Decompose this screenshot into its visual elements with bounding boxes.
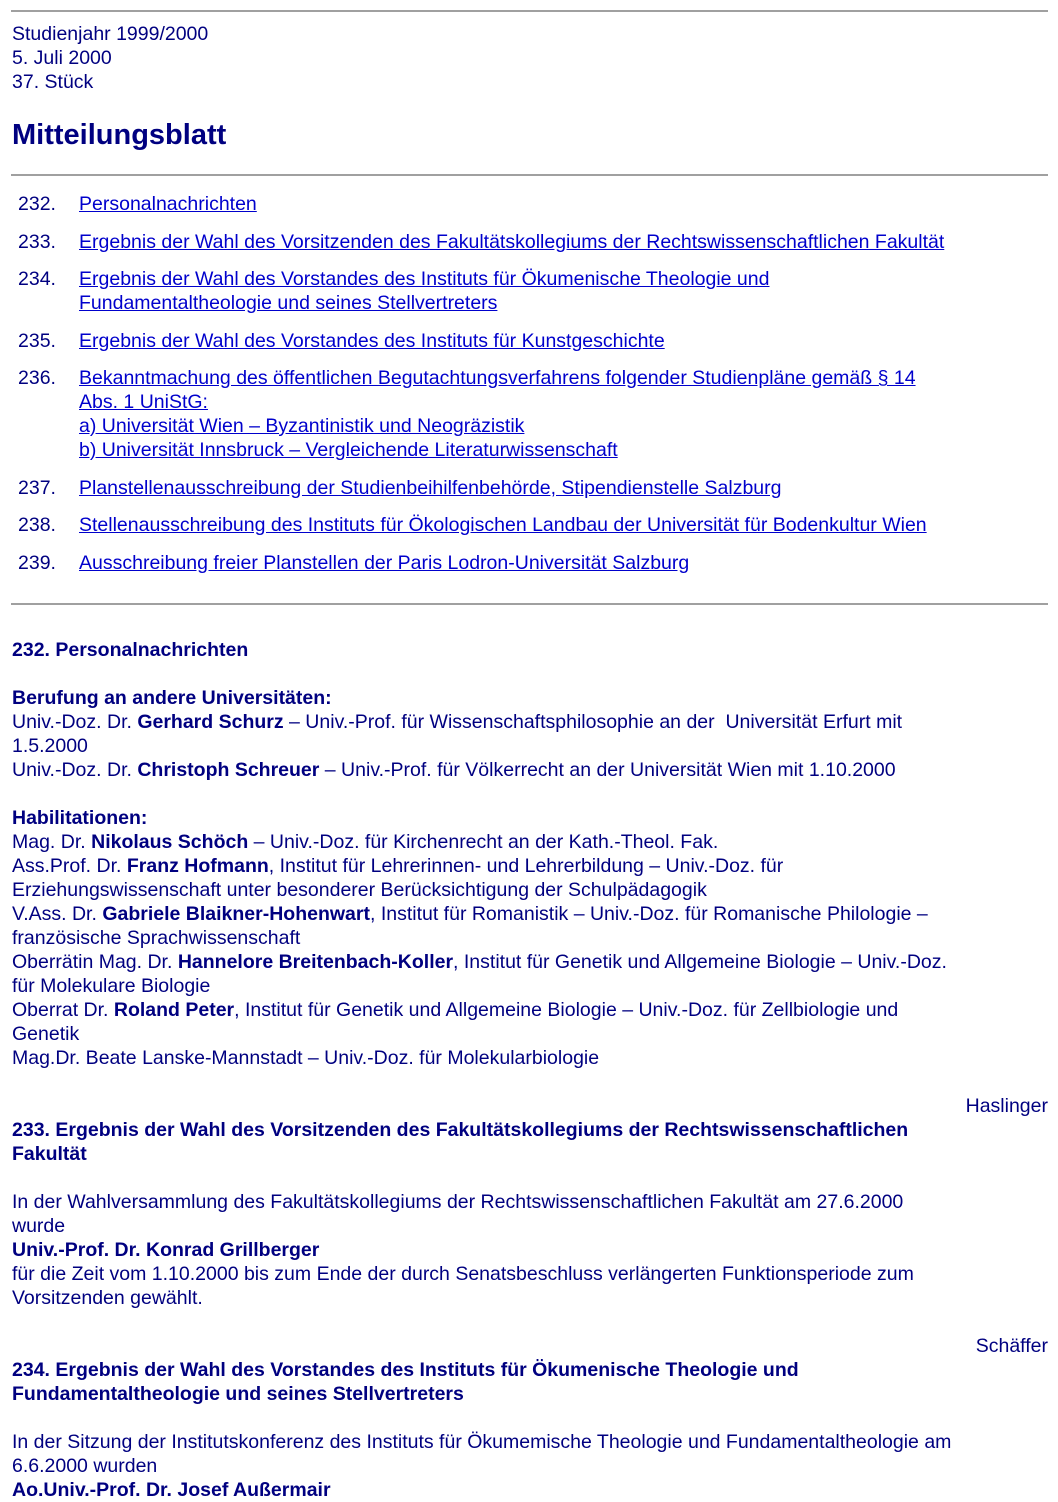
toc-link-line[interactable]: Fundamentaltheologie und seines Stellvertreters: [79, 292, 498, 314]
toc-link-line[interactable]: Personalnachrichten: [79, 193, 257, 215]
document-body: [12, 638, 1048, 1502]
toc-item: [18, 329, 1038, 353]
person-detail: – Univ.-Prof. für Völkerrecht an der Universität Wien mit 1.10.2000: [319, 759, 896, 781]
person-detail: – Univ.-Prof. für Wissenschaftsphilosophie an der Universität Erfurt mit: [283, 711, 903, 733]
section-233-title-line2: Fakultät: [12, 1143, 87, 1165]
toc-item: [18, 476, 1038, 500]
toc-item-link[interactable]: [79, 230, 944, 254]
person-entry: [12, 998, 1048, 1022]
toc-item-number: 233.: [18, 230, 56, 253]
toc-item: [18, 551, 1038, 575]
person-detail-continued: Erziehungswissenschaft unter besonderer Berücksichtigung der Schulpädagogik: [12, 879, 707, 901]
person-detail: , Institut für Lehrerinnen- und Lehrerbildung – Univ.-Doz. für: [268, 855, 784, 877]
person-title: Ass.Prof. Dr.: [12, 855, 127, 877]
paragraph-line: wurde: [12, 1215, 66, 1237]
toc-link-line[interactable]: Ausschreibung freier Planstellen der Paris Lodron-Universität Salzburg: [79, 551, 690, 574]
person-title: Univ.-Doz. Dr.: [12, 711, 138, 733]
toc-divider-top: [11, 174, 1048, 176]
elected-person: Univ.-Prof. Dr. Konrad Grillberger: [12, 1239, 320, 1261]
toc-item: [18, 192, 1038, 216]
toc-item-link[interactable]: [79, 366, 916, 462]
person-detail: , Institut für Genetik und Allgemeine Biologie – Univ.-Doz.: [453, 951, 947, 973]
person-entry: [12, 902, 1048, 926]
person-name: Gabriele Blaikner-Hohenwart: [102, 903, 370, 925]
person-name: Franz Hofmann: [126, 855, 269, 877]
toc-item: [18, 513, 1038, 537]
toc-divider-bottom: [11, 603, 1048, 605]
toc-item-number: 239.: [18, 551, 56, 574]
issue-number: 37. Stück: [12, 71, 94, 93]
section-232-title: 232. Personalnachrichten: [12, 639, 249, 661]
person-detail: – Univ.-Doz. für Kirchenrecht an der Kath.-Theol. Fak.: [248, 831, 719, 853]
person-name: Nikolaus Schöch: [91, 831, 249, 853]
section-234-title-line2: Fundamentaltheologie und seines Stellvertreters: [12, 1383, 464, 1405]
person-name: Christoph Schreuer: [137, 759, 320, 781]
berufung-list: [12, 710, 1048, 782]
section-233-paragraph: [12, 1190, 1048, 1310]
toc-link-line[interactable]: Ergebnis der Wahl des Vorstandes des Instituts für Kunstgeschichte: [79, 329, 665, 352]
person-entry: [12, 1046, 1048, 1070]
person-detail-continued: für Molekulare Biologie: [12, 975, 211, 997]
person-detail-continued: Genetik: [12, 1023, 80, 1045]
person-title: Oberrätin Mag. Dr.: [12, 951, 178, 973]
person-detail-continued: 1.5.2000: [12, 735, 88, 757]
table-of-contents: [18, 192, 1038, 588]
top-divider: [11, 10, 1048, 12]
issue-meta: [12, 22, 208, 94]
toc-item-link[interactable]: [79, 551, 689, 575]
toc-item: [18, 230, 1038, 254]
toc-item-link[interactable]: [79, 192, 257, 216]
toc-item-number: 234.: [18, 268, 56, 290]
toc-link-line[interactable]: a) Universität Wien – Byzantinistik und Neogräzistik: [79, 415, 525, 437]
paragraph-line: In der Wahlversammlung des Fakultätskollegiums der Rechtswissenschaftlichen Fakultät am 27.6.2000: [12, 1191, 904, 1213]
person-entry: [12, 854, 1048, 878]
person-name: Gerhard Schurz: [137, 711, 284, 733]
toc-item: [18, 366, 1038, 462]
toc-link-line[interactable]: b) Universität Innsbruck – Vergleichende Literaturwissenschaft: [79, 439, 618, 461]
person-title: Univ.-Doz. Dr.: [12, 759, 138, 781]
person-title: Mag.Dr. Beate Lanske-Mannstadt – Univ.-Doz. für Molekularbiologie: [12, 1047, 600, 1069]
toc-link-line[interactable]: Planstellenausschreibung der Studienbeihilfenbehörde, Stipendienstelle Salzburg: [79, 476, 782, 499]
toc-item-link[interactable]: [79, 267, 769, 315]
person-title: Mag. Dr.: [12, 831, 92, 853]
toc-item-number: 236.: [18, 367, 56, 389]
toc-link-line[interactable]: Ergebnis der Wahl des Vorstandes des Instituts für Ökumenische Theologie und: [79, 268, 770, 290]
section-233-title-line1: 233. Ergebnis der Wahl des Vorsitzenden des Fakultätskollegiums der Rechtswissenschaftlichen: [12, 1119, 909, 1141]
page-title: Mitteilungsblatt: [12, 119, 227, 151]
toc-item-number: 238.: [18, 514, 56, 536]
person-detail: , Institut für Genetik und Allgemeine Biologie – Univ.-Doz. für Zellbiologie und: [234, 999, 899, 1021]
section-234-title-line1: 234. Ergebnis der Wahl des Vorstandes des Instituts für Ökumenische Theologie und: [12, 1359, 799, 1381]
toc-item-number: 235.: [18, 329, 56, 352]
person-name: Roland Peter: [113, 999, 235, 1021]
habilitationen-list: [12, 830, 1048, 1070]
section-234-title: [12, 1358, 1048, 1406]
paragraph-line: für die Zeit vom 1.10.2000 bis zum Ende der durch Senatsbeschluss verlängerten Funktionsperiode zum: [12, 1263, 914, 1285]
person-title: V.Ass. Dr.: [12, 903, 103, 925]
section-234-paragraph: [12, 1430, 1048, 1502]
toc-link-line[interactable]: Bekanntmachung des öffentlichen Begutachtungsverfahrens folgender Studienpläne gemäß § 14: [79, 367, 916, 389]
issue-date: 5. Juli 2000: [12, 47, 112, 69]
person-detail: , Institut für Romanistik – Univ.-Doz. für Romanische Philologie –: [369, 903, 928, 925]
person-title: Oberrat Dr.: [12, 999, 114, 1021]
toc-item-link[interactable]: [79, 513, 927, 537]
habilitationen-heading: Habilitationen:: [12, 807, 148, 829]
berufung-heading: Berufung an andere Universitäten:: [12, 687, 332, 709]
person-name: Hannelore Breitenbach-Koller: [177, 951, 454, 973]
person-entry: [12, 710, 1048, 734]
toc-link-line[interactable]: Ergebnis der Wahl des Vorsitzenden des Fakultätskollegiums der Rechtswissenschaftlichen Fakultät: [79, 230, 945, 253]
person-entry: [12, 830, 1048, 854]
toc-link-line[interactable]: Abs. 1 UniStG:: [79, 391, 208, 413]
person-entry: [12, 758, 1048, 782]
toc-item-number: 232.: [18, 193, 56, 215]
signature-haslinger: Haslinger: [965, 1095, 1048, 1117]
toc-item-link[interactable]: [79, 329, 665, 353]
toc-item-number: 237.: [18, 476, 56, 499]
elected-person: Ao.Univ.-Prof. Dr. Josef Außermair: [12, 1479, 331, 1501]
signature-schaeffer: Schäffer: [975, 1335, 1048, 1357]
study-year: Studienjahr 1999/2000: [12, 23, 209, 45]
toc-item: [18, 267, 1038, 315]
toc-item-link[interactable]: [79, 476, 782, 500]
paragraph-line: In der Sitzung der Institutskonferenz des Instituts für Ökumemische Theologie und Fundamentaltheologie am: [12, 1431, 952, 1453]
toc-link-line[interactable]: Stellenausschreibung des Instituts für Ökologischen Landbau der Universität für Bodenkultur Wien: [79, 514, 927, 536]
section-233-title: [12, 1118, 1048, 1166]
paragraph-line: 6.6.2000 wurden: [12, 1455, 158, 1477]
person-detail-continued: französische Sprachwissenschaft: [12, 927, 301, 949]
person-entry: [12, 950, 1048, 974]
paragraph-line: Vorsitzenden gewählt.: [12, 1287, 203, 1309]
